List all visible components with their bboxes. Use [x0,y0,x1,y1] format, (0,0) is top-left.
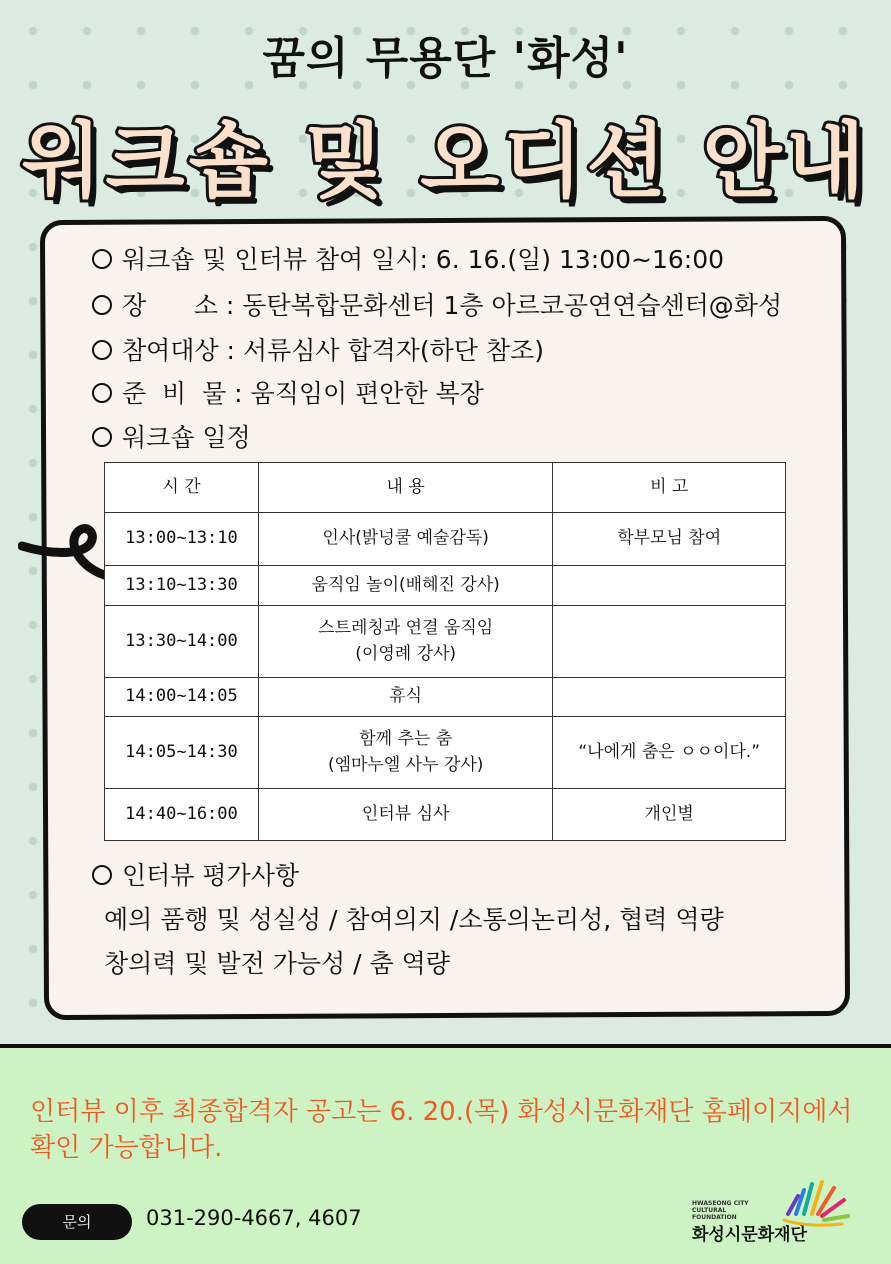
info-line-location: 장 소 : 동탄복합문화센터 1층 아르코공연연습센터@화성 [92,286,782,322]
column-header-time: 시 간 [105,463,259,513]
table-row [105,678,786,717]
column-header-content: 내 용 [258,463,552,513]
row-note: “나에게 춤은 ㅇㅇ이다.” [553,717,786,789]
contact-badge: 문의 [22,1204,132,1240]
row-content: 스트레칭과 연결 움직임 (이영례 강사) [258,606,552,678]
row-content: 움직임 놀이(배혜진 강사) [258,566,552,606]
result-notice: 인터뷰 이후 최종합격자 공고는 6. 20.(목) 화성시문화재단 홈페이지에서 확인 가능합니다. [30,1097,853,1163]
workshop-schedule-table [104,462,786,841]
row-time: 13:00~13:10 [105,513,259,566]
info-line-datetime: 워크숍 및 인터뷰 참여 일시: 6. 16.(일) 13:00~16:00 [92,240,724,276]
table-row [105,789,786,841]
table-row [105,513,786,566]
foundation-logo-mark-icon [782,1176,852,1231]
row-time: 13:10~13:30 [105,566,259,606]
table-row [105,606,786,678]
circle-bullet-icon [92,295,112,315]
row-note: 개인별 [553,789,786,841]
circle-bullet-icon [92,340,112,360]
circle-bullet-icon [92,383,112,403]
row-note [553,678,786,717]
table-row [105,566,786,606]
info-line-target: 참여대상 : 서류심사 합격자(하단 참조) [92,331,544,367]
evaluation-heading: 인터뷰 평가사항 [92,856,299,892]
column-header-note: 비 고 [553,463,786,513]
circle-bullet-icon [92,427,112,447]
row-time: 13:30~14:00 [105,606,259,678]
row-note: 학부모님 참여 [553,513,786,566]
circle-bullet-icon [92,865,112,885]
row-time: 14:05~14:30 [105,717,259,789]
circle-bullet-icon [92,249,112,269]
info-line-supplies: 준 비 물 : 움직임이 편안한 복장 [92,374,484,410]
table-row [105,717,786,789]
page-title: 워크숍 및 오디션 안내 [22,114,869,209]
row-time: 14:40~16:00 [105,789,259,841]
row-content: 휴식 [258,678,552,717]
row-content: 함께 추는 춤 (엠마누엘 사누 강사) [258,717,552,789]
evaluation-item: 예의 품행 및 성실성 / 참여의지 /소통의논리성, 협력 역량 [104,905,724,934]
evaluation-item: 창의력 및 발전 가능성 / 춤 역량 [104,949,450,978]
logo-english-text: HWASEONG CITY CULTURAL FOUNDATION [692,1200,749,1221]
foundation-logo [692,1176,862,1248]
row-content: 인사(밝넝쿨 예술감독) [258,513,552,566]
logo-korean-text: 화성시문화재단 [692,1225,807,1245]
row-note [553,566,786,606]
scribble-doodle-icon [18,520,113,585]
footer [0,1044,891,1264]
table-header-row [105,463,786,513]
row-time: 14:00~14:05 [105,678,259,717]
row-note [553,606,786,678]
event-subtitle: 꿈의 무용단 '화성' [262,33,629,84]
row-content: 인터뷰 심사 [258,789,552,841]
info-line-schedule-heading: 워크숍 일정 [92,418,251,454]
contact-phone: 031-290-4667, 4607 [146,1206,362,1230]
